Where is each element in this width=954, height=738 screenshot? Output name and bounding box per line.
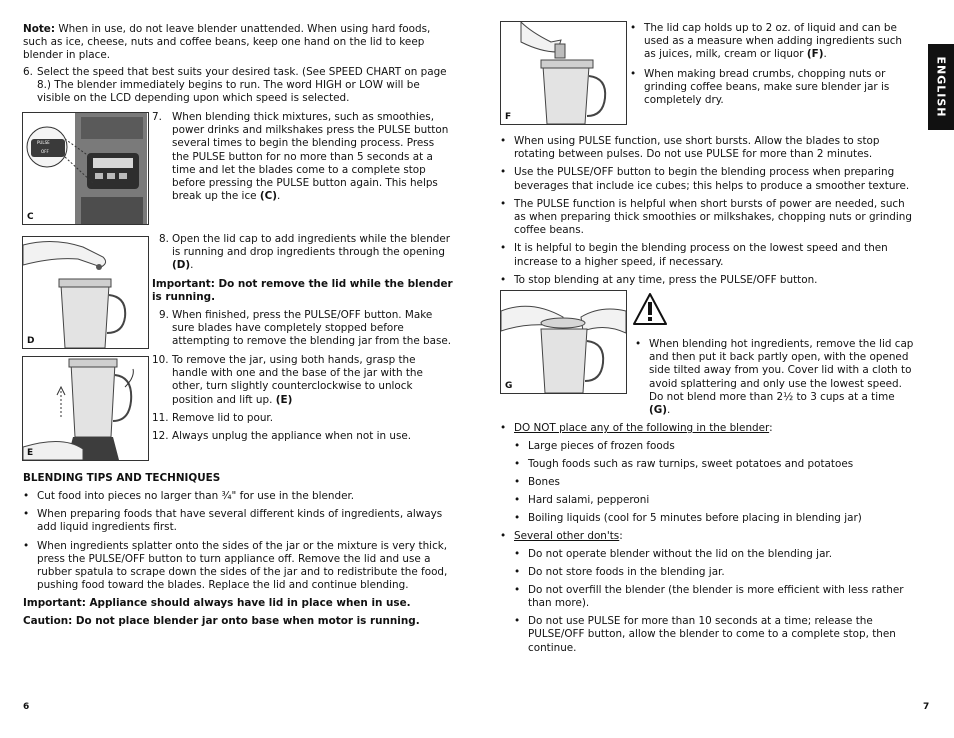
warning-text: When blending hot ingredients, remove the lid cap and then put it back partly open, with the opened side tilted away from you. Cover lid with a cloth to avoid splattering and only use the lowest speed. Do not blend more than 2½ to 3 cups at a time [649, 338, 914, 403]
donts-heading-text: Several other don'ts [514, 530, 620, 542]
f-bullets [644, 22, 916, 107]
step-text: Open the lid cap to add ingredients while the blender is running and drop ingredients through the opening [172, 233, 451, 259]
period: . [823, 48, 827, 61]
caution-text: Caution: Do not place blender jar onto base when motor is running. [23, 615, 420, 627]
lid-cap-measure-illustration [501, 22, 626, 124]
warning-paragraph [649, 338, 919, 417]
figure-d [22, 236, 149, 349]
step-number: 9. [159, 309, 169, 321]
colon: : [619, 530, 623, 542]
donts-heading [514, 530, 918, 543]
period: . [190, 259, 194, 272]
step-10 [152, 354, 454, 407]
figure-g [500, 290, 627, 394]
donot-heading-text: DO NOT place any of the following in the blender [514, 422, 770, 434]
donts-list [528, 548, 918, 655]
donts-item: • Do not operate blender without the lid on the blending jar. [528, 548, 918, 561]
colon: : [769, 422, 773, 434]
donot-list [528, 440, 918, 525]
donot-item: • Hard salami, pepperoni [528, 494, 918, 507]
f-bullet-item [644, 22, 916, 62]
step-text: To remove the jar, using both hands, grasp the handle with one and the base of the jar with the other, turn slightly counterclockwise to unlock position and lift up. [172, 354, 423, 406]
blender-control-panel-illustration [23, 113, 148, 224]
figure-label-g: G [505, 381, 513, 391]
tip-item: • When ingredients splatter onto the sides of the jar or the mixture is very thick, press the PULSE/OFF button to turn appliance off. Remove the lid and use a rubber spatula to scrape down the sides of the jar and to redistribute the food, pushing food toward the blades. Replace the lid and continue blending. [37, 540, 457, 593]
step-number: 11. [152, 412, 169, 424]
language-tab [928, 44, 954, 130]
donot-item: • Boiling liquids (cool for 5 minutes before placing in blending jar) [528, 512, 918, 525]
note-label: Note: [23, 23, 56, 35]
pulse-bullet-item: • Use the PULSE/OFF button to begin the blending process when preparing beverages that include ice cubes; this helps to produce a smoother texture. [514, 166, 918, 192]
removing-jar-illustration [23, 357, 148, 460]
figure-ref: (F) [806, 48, 824, 61]
step-11 [152, 412, 454, 425]
figure-e [22, 356, 149, 461]
step-12 [152, 430, 454, 443]
donot-item: • Bones [528, 476, 918, 489]
figure-label-e: E [27, 448, 34, 458]
step-number: 8. [159, 233, 169, 245]
pulse-bullet-item: • When using PULSE function, use short bursts. Allow the blades to stop rotating between pulses. Do not use PULSE for more than 2 minutes. [514, 135, 918, 161]
figure-c [22, 112, 149, 225]
figure-ref: (D) [172, 259, 191, 272]
bullet-text: The lid cap holds up to 2 oz. of liquid and can be used as a measure when adding ingredients such as juices, milk, cream or liquor [644, 22, 903, 61]
hot-ingredients-illustration [501, 291, 626, 393]
step-7 [152, 111, 454, 203]
step-6 [23, 66, 453, 106]
period: . [276, 190, 281, 203]
pulse-bullet-item: • It is helpful to begin the blending process on the lowest speed and then increase to a higher speed, if necessary. [514, 242, 918, 268]
note-paragraph [23, 23, 453, 63]
off-label: OFF [41, 149, 49, 154]
f-bullet-item [644, 68, 916, 108]
step-number: 12. [152, 430, 169, 442]
pulse-bullets [514, 135, 918, 287]
tips-heading: BLENDING TIPS AND TECHNIQUES [23, 472, 221, 484]
step-text: When blending thick mixtures, such as smoothies, power drinks and milkshakes press the PULSE button several times to begin the blending process. Press the PULSE button for no more than 5 seconds at a time and let the blades come to a complete stop before pressing the PULSE button again. This helps break up the ice [172, 111, 449, 203]
figure-ref: (G) [649, 404, 668, 417]
figure-label-f: F [505, 112, 512, 122]
note-text: When in use, do not leave blender unattended. When using hard foods, such as ice, cheese, nuts and coffee beans, keep one hand on the lid to keep blender in place. [23, 23, 431, 62]
pulse-label: PULSE [37, 140, 50, 145]
adding-ingredients-illustration [23, 237, 148, 348]
figure-f [500, 21, 627, 125]
page-number-right: 7 [923, 702, 930, 712]
figure-ref: (E) [275, 393, 293, 406]
donts-item: • Do not overfill the blender (the blender is more efficient with less rather than more). [528, 584, 918, 610]
warning-bullet [649, 338, 919, 417]
step-text: Always unplug the appliance when not in use. [172, 430, 412, 442]
pulse-bullet-item: • The PULSE function is helpful when short bursts of power are needed, such as when preparing thick smoothies or milkshakes, chopping nuts or grinding coffee beans. [514, 198, 918, 238]
tip-item: • Cut food into pieces no larger than ¾" for use in the blender. [37, 490, 457, 503]
donot-heading [514, 422, 918, 435]
figure-label-d: D [27, 336, 35, 346]
step-9 [152, 309, 456, 349]
step-number: 10. [152, 354, 169, 366]
important-lid: Important: Do not remove the lid while the blender is running. [152, 278, 453, 304]
pulse-bullet-item: • To stop blending at any time, press the PULSE/OFF button. [514, 274, 918, 287]
period: . [667, 404, 671, 417]
page-number-left: 6 [23, 702, 30, 712]
donot-item: • Tough foods such as raw turnips, sweet potatoes and potatoes [528, 458, 918, 471]
bullet-text: When making bread crumbs, chopping nuts or grinding coffee beans, make sure blender jar is completely dry. [644, 67, 890, 107]
figure-label-c: C [27, 212, 34, 222]
tips-list [37, 490, 457, 597]
step-text: Select the speed that best suits your desired task. (See SPEED CHART on page 8.) The blender immediately begins to run. The word HIGH or LOW will be visible on the LCD depending upon which speed is selected. [37, 66, 447, 105]
step-8 [152, 233, 454, 273]
donts-item: • Do not use PULSE for more than 10 seconds at a time; release the PULSE/OFF button, allow the blender to come to a complete stop, then continue. [528, 615, 918, 655]
donts-section [514, 530, 918, 543]
language-tab-label: ENGLISH [934, 56, 948, 118]
donot-item: • Large pieces of frozen foods [528, 440, 918, 453]
step-text: When finished, press the PULSE/OFF button. Make sure blades have completely stopped before attempting to remove the blending jar from the base. [172, 309, 452, 348]
step-text: Remove lid to pour. [172, 412, 274, 424]
donot-section [514, 422, 918, 435]
donts-item: • Do not store foods in the blending jar. [528, 566, 918, 579]
warning-icon [632, 292, 668, 326]
tip-item: • When preparing foods that have several different kinds of ingredients, always add liquid ingredients first. [37, 508, 457, 534]
step-number: 7. [152, 111, 162, 123]
important-appliance: Important: Appliance should always have lid in place when in use. [23, 597, 411, 609]
figure-ref: (C) [259, 190, 277, 203]
step-number: 6. [23, 66, 33, 78]
